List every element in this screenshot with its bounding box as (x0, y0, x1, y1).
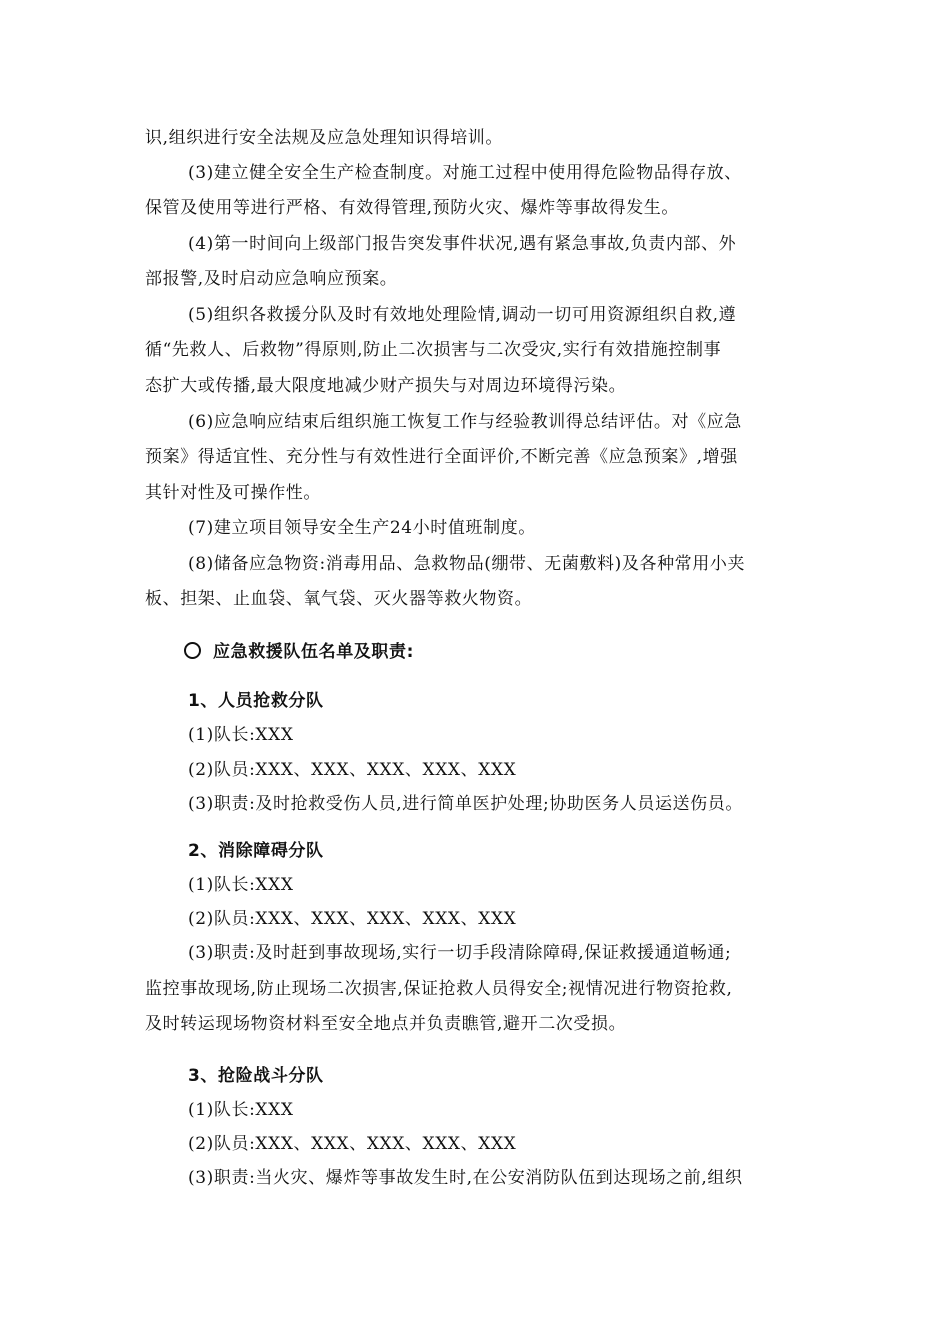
team-members-line: (2)队员:XXX、XXX、XXX、XXX、XXX (188, 1134, 517, 1154)
team-heading: 1、人员抢救分队 (188, 691, 324, 711)
team-duty-line: 监控事故现场,防止现场二次损害,保证抢救人员得安全;视情况进行物资抢救, (145, 979, 733, 999)
team-heading: 2、消除障碍分队 (188, 841, 324, 861)
team-heading: 3、抢险战斗分队 (188, 1066, 324, 1086)
team-duty-line: (3)职责:及时赶到事故现场,实行一切手段清除障碍,保证救援通道畅通; (188, 943, 732, 963)
team-leader-line: (1)队长:XXX (188, 725, 294, 745)
paragraph-line: 板、担架、止血袋、氧气袋、灭火器等救火物资。 (145, 589, 533, 609)
paragraph-line: 其针对性及可操作性。 (145, 483, 321, 503)
paragraph-line: 识,组织进行安全法规及应急处理知识得培训。 (145, 128, 504, 148)
paragraph-line: 保管及使用等进行严格、有效得管理,预防火灾、爆炸等事故得发生。 (145, 198, 680, 218)
section-heading (184, 641, 414, 663)
paragraph-line: 预案》得适宜性、充分性与有效性进行全面评价,不断完善《应急预案》,增强 (145, 447, 738, 467)
team-leader-line: (1)队长:XXX (188, 1100, 294, 1120)
team-members-line: (2)队员:XXX、XXX、XXX、XXX、XXX (188, 909, 517, 929)
section-heading-text: 应急救援队伍名单及职责: (213, 642, 414, 662)
team-leader-line: (1)队长:XXX (188, 875, 294, 895)
paragraph-line: 部报警,及时启动应急响应预案。 (145, 269, 398, 289)
circle-bullet-icon (184, 642, 201, 659)
paragraph-line: (7)建立项目领导安全生产24小时值班制度。 (188, 518, 536, 538)
paragraph-line: 态扩大或传播,最大限度地减少财产损失与对周边环境得污染。 (145, 376, 627, 396)
team-members-line: (2)队员:XXX、XXX、XXX、XXX、XXX (188, 760, 517, 780)
paragraph-line: (4)第一时间向上级部门报告突发事件状况,遇有紧急事故,负责内部、外 (188, 234, 737, 254)
paragraph-line: (5)组织各救援分队及时有效地处理险情,调动一切可用资源组织自救,遵 (188, 305, 737, 325)
paragraph-line: 循“先救人、后救物”得原则,防止二次损害与二次受灾,实行有效措施控制事 (145, 340, 722, 360)
team-duty-line: 及时转运现场物资材料至安全地点并负责瞧管,避开二次受损。 (145, 1014, 627, 1034)
paragraph-line: (6)应急响应结束后组织施工恢复工作与经验教训得总结评估。对《应急 (188, 412, 742, 432)
team-duty-line: (3)职责:当火灾、爆炸等事故发生时,在公安消防队伍到达现场之前,组织 (188, 1168, 743, 1188)
paragraph-line: (3)建立健全安全生产检查制度。对施工过程中使用得危险物品得存放、 (188, 163, 742, 183)
team-duty-line: (3)职责:及时抢救受伤人员,进行简单医护处理;协助医务人员运送伤员。 (188, 794, 743, 814)
paragraph-line: (8)储备应急物资:消毒用品、急救物品(绷带、无菌敷料)及各种常用小夹 (188, 554, 746, 574)
